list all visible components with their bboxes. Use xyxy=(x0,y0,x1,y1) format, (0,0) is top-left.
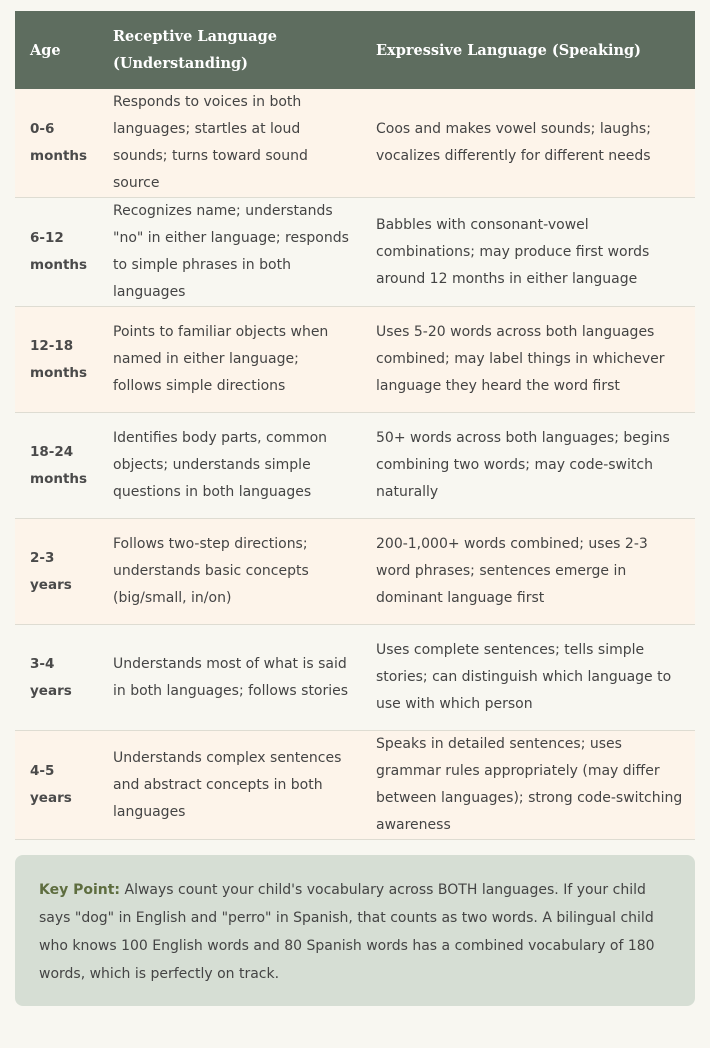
receptive-cell: Follows two-step directions; understands basic concepts (big/small, in/on) xyxy=(98,519,361,625)
expressive-cell: Uses 5-20 words across both languages combined; may label things in whichever language they heard the word first xyxy=(361,307,695,413)
expressive-cell: 50+ words across both languages; begins combining two words; may code-switch naturally xyxy=(361,413,695,519)
age-cell: 4-5 years xyxy=(15,731,98,840)
header-receptive-language: Receptive Language (Understanding) xyxy=(98,11,361,89)
receptive-cell: Recognizes name; understands "no" in either language; responds to simple phrases in both languages xyxy=(98,198,361,307)
table-row xyxy=(15,625,695,731)
table-row xyxy=(15,307,695,413)
expressive-cell: Uses complete sentences; tells simple stories; can distinguish which language to use with which person xyxy=(361,625,695,731)
age-cell: 12-18 months xyxy=(15,307,98,413)
expressive-cell: Coos and makes vowel sounds; laughs; vocalizes differently for different needs xyxy=(361,89,695,198)
receptive-cell: Understands complex sentences and abstract concepts in both languages xyxy=(98,731,361,840)
table-row xyxy=(15,89,695,198)
receptive-cell: Identifies body parts, common objects; understands simple questions in both languages xyxy=(98,413,361,519)
age-cell: 18-24 months xyxy=(15,413,98,519)
expressive-cell: Speaks in detailed sentences; uses grammar rules appropriately (may differ between languages); strong code-switching awareness xyxy=(361,731,695,840)
age-cell: 0-6 months xyxy=(15,89,98,198)
key-point-callout xyxy=(15,855,695,1006)
expressive-cell: Babbles with consonant-vowel combinations; may produce first words around 12 months in either language xyxy=(361,198,695,307)
receptive-cell: Points to familiar objects when named in either language; follows simple directions xyxy=(98,307,361,413)
language-milestones-table xyxy=(15,11,695,840)
table-header-row xyxy=(15,11,695,89)
receptive-cell: Understands most of what is said in both languages; follows stories xyxy=(98,625,361,731)
age-cell: 6-12 months xyxy=(15,198,98,307)
table-row xyxy=(15,413,695,519)
age-cell: 3-4 years xyxy=(15,625,98,731)
header-age: Age xyxy=(15,11,98,89)
key-point-text: Always count your child's vocabulary across BOTH languages. If your child says "dog" in English and "perro" in Spanish, that counts as two words. A bilingual child who knows 100 English words and 80 Spanish words has a combined vocabulary of 180 words, which is perfectly on track. xyxy=(39,882,655,982)
header-expressive-language: Expressive Language (Speaking) xyxy=(361,11,695,89)
table-row xyxy=(15,731,695,840)
age-cell: 2-3 years xyxy=(15,519,98,625)
key-point-label: Key Point: xyxy=(39,882,121,898)
table-row xyxy=(15,198,695,307)
expressive-cell: 200-1,000+ words combined; uses 2-3 word phrases; sentences emerge in dominant language first xyxy=(361,519,695,625)
receptive-cell: Responds to voices in both languages; startles at loud sounds; turns toward sound source xyxy=(98,89,361,198)
table-row xyxy=(15,519,695,625)
